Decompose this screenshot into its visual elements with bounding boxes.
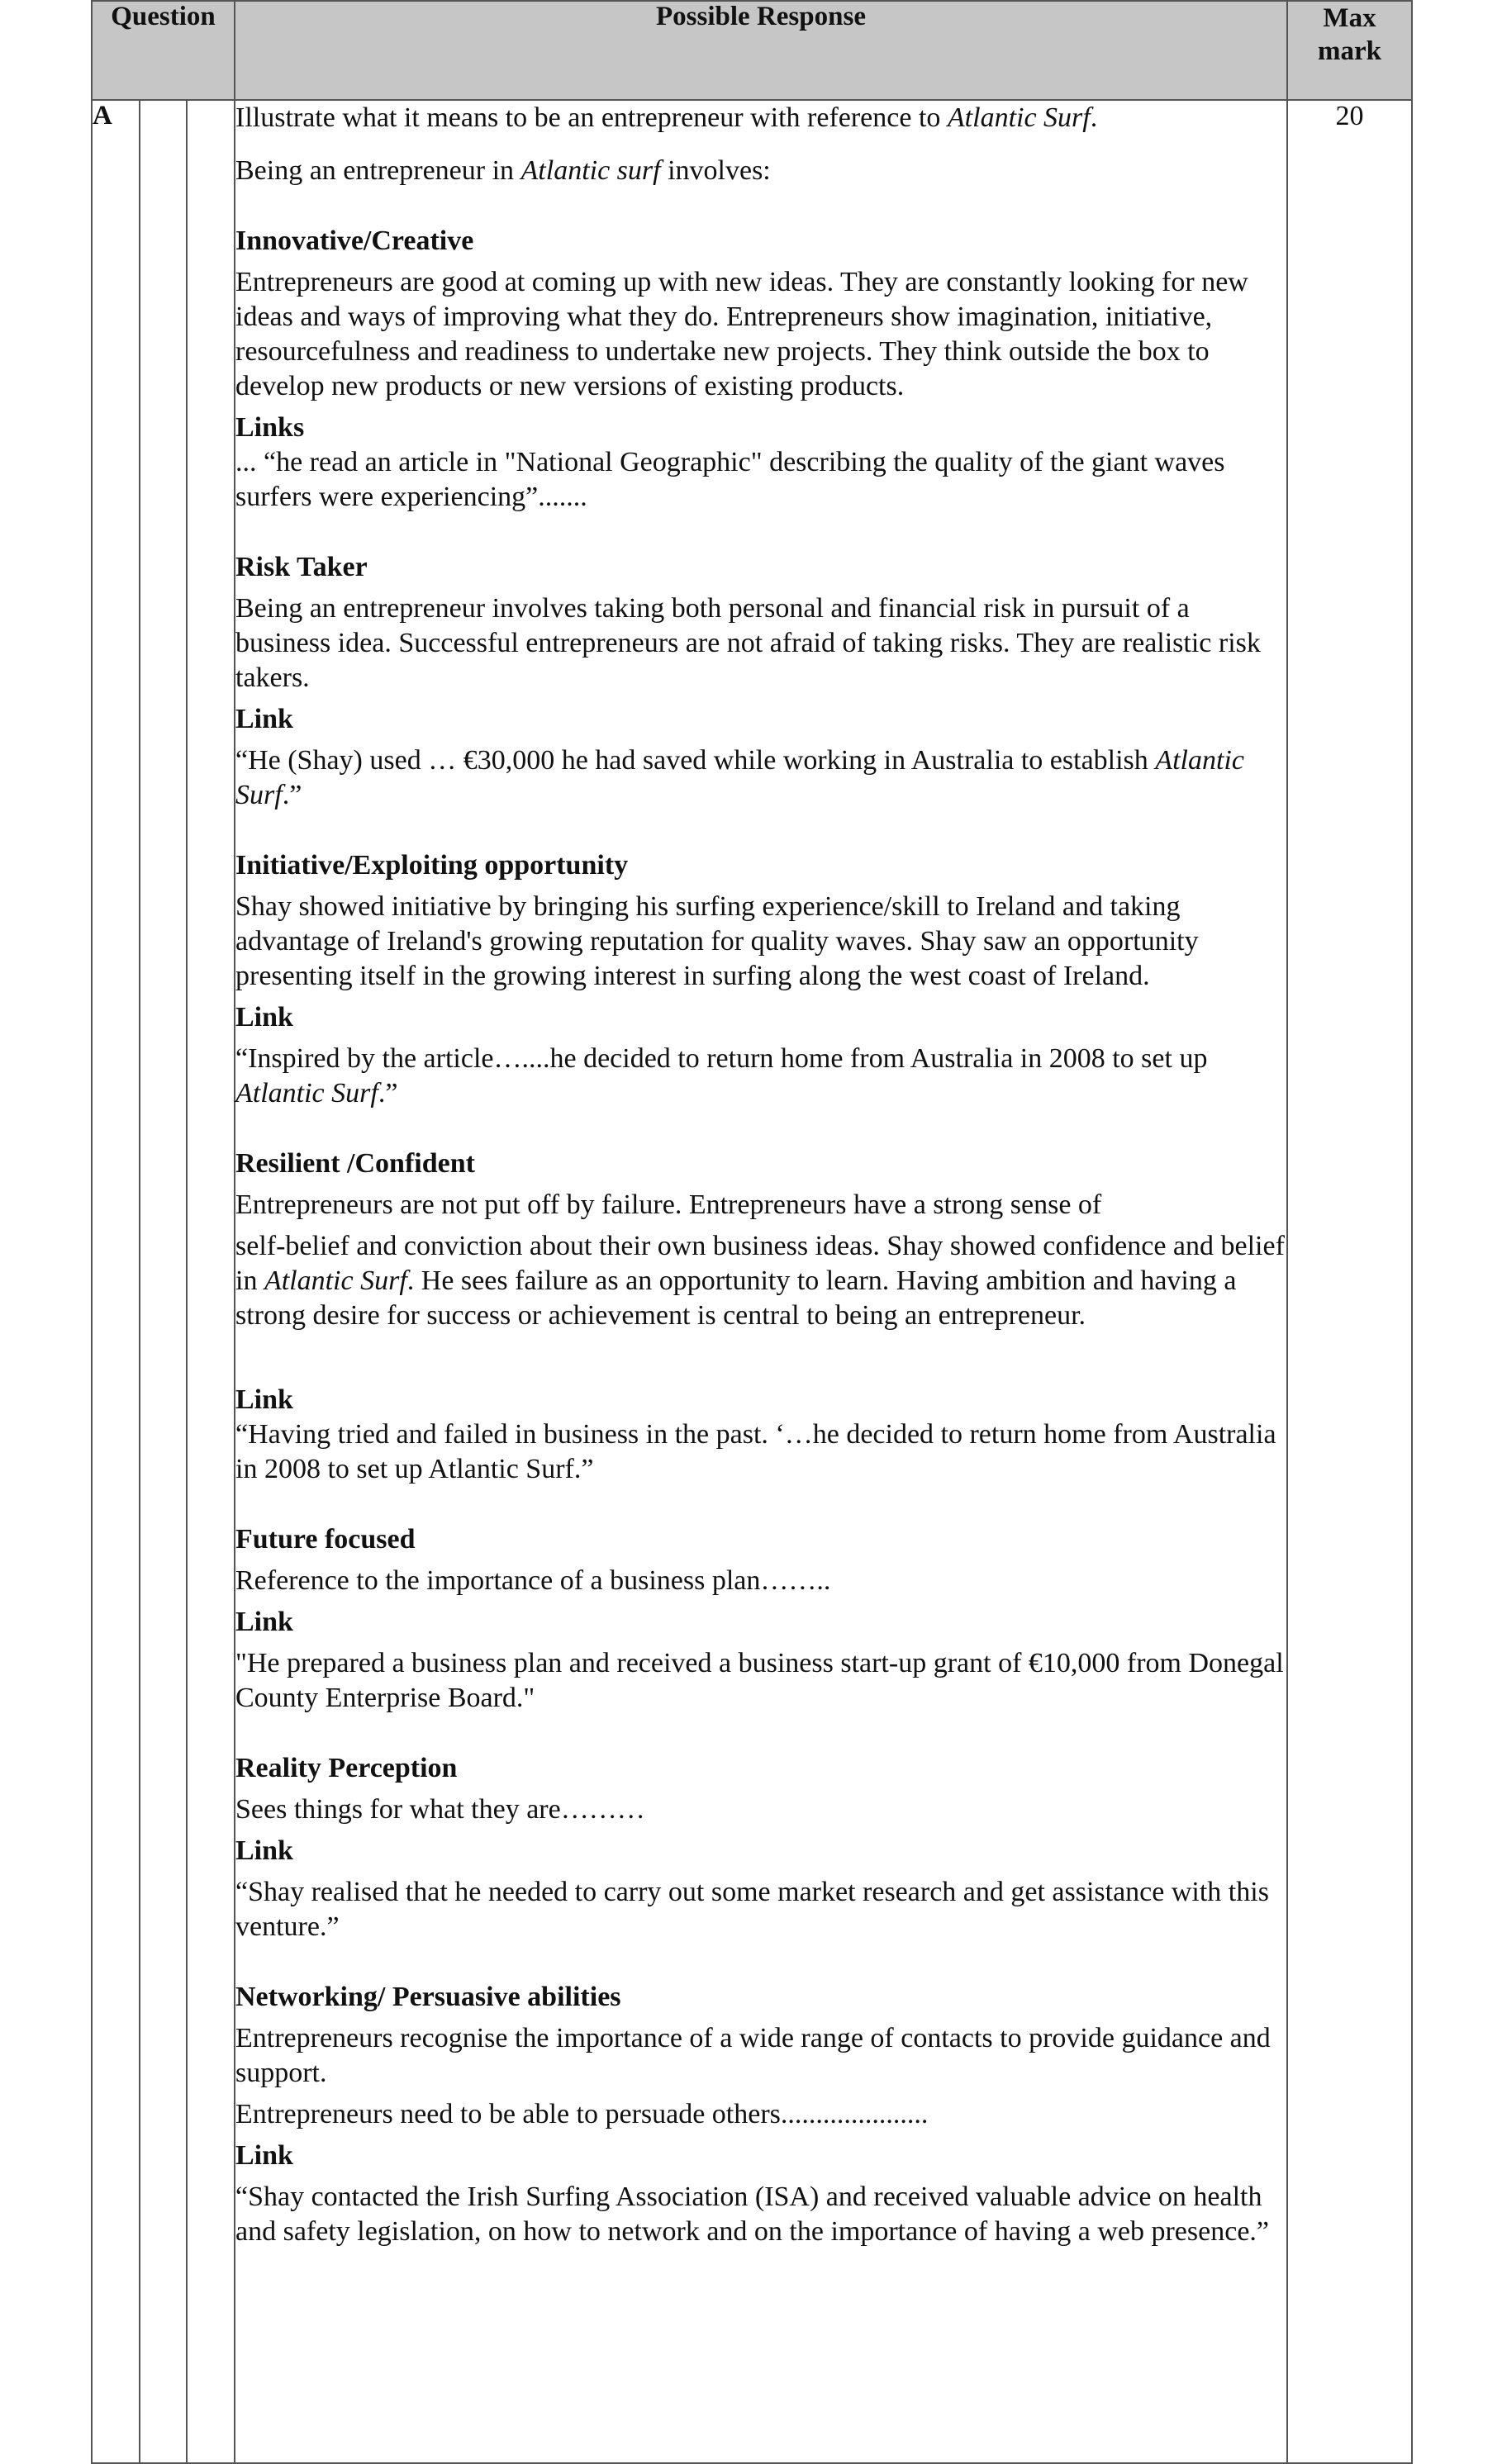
section-title-risk: Risk Taker — [235, 552, 368, 582]
section-body-networking-2: Entrepreneurs need to be able to persuade others..................... — [235, 2099, 929, 2129]
section-title-resilient: Resilient /Confident — [235, 1148, 475, 1179]
section-title-networking: Networking/ Persuasive abilities — [235, 1982, 621, 2012]
link-text-reality: “Shay realised that he needed to carry out some market research and get assistance with this venture.” — [235, 1877, 1269, 1942]
link-text-innovative: ... “he read an article in "National Geographic" describing the quality of the giant waves surfers were experiencing”....... — [235, 447, 1225, 512]
link-text-resilient: “Having tried and failed in business in the past. ‘…he decided to return home from Australia in 2008 to set up Atlantic Surf.” — [235, 1419, 1276, 1484]
header-possible-response: Possible Response — [235, 1, 1287, 100]
link-label-innovative: Links — [235, 412, 305, 443]
section-title-reality: Reality Perception — [235, 1753, 458, 1783]
link-label-reality: Link — [235, 1835, 293, 1866]
link-label-future: Link — [235, 1607, 293, 1637]
section-body-risk: Being an entrepreneur involves taking both personal and financial risk in pursuit of a business idea. Successful entrepreneurs are not afraid of taking risks. They are realistic risk takers. — [235, 593, 1261, 693]
marking-scheme-table — [91, 0, 1413, 2464]
section-title-innovative: Innovative/Creative — [235, 226, 474, 256]
section-body-innovative: Entrepreneurs are good at coming up with new ideas. They are constantly looking for new ideas and ways of improving what they do. Entrepreneurs show imagination, initiative, resourcefulness and readiness to undertake new projects. They think outside the box to develop new products or new versions of existing products. — [235, 267, 1248, 401]
section-body-resilient-line1: Entrepreneurs are not put off by failure. Entrepreneurs have a strong sense of — [235, 1189, 1102, 1220]
section-body-networking-1: Entrepreneurs recognise the importance of a wide range of contacts to provide guidance and support. — [235, 2023, 1271, 2088]
section-body-future: Reference to the importance of a business plan…….. — [235, 1565, 831, 1596]
link-text-risk: “He (Shay) used … €30,000 he had saved while working in Australia to establish Atlantic Surf.” — [235, 745, 1244, 810]
possible-response-cell — [235, 100, 1287, 2463]
question-row-a — [92, 100, 1412, 2463]
question-text: Illustrate what it means to be an entrepreneur with reference to Atlantic Surf. — [235, 102, 1098, 133]
question-sub-col-2 — [187, 100, 235, 2463]
header-question: Question — [92, 1, 235, 100]
section-body-resilient: self-belief and conviction about their own business ideas. Shay showed confidence and belief in Atlantic Surf. He sees failure as an opportunity to learn. Having ambition and having a strong desire for success or achievement is central to being an entrepreneur. — [235, 1231, 1285, 1331]
intro-text: Being an entrepreneur in Atlantic surf involves: — [235, 155, 771, 186]
link-label-initiative: Link — [235, 1002, 293, 1033]
section-title-initiative: Initiative/Exploiting opportunity — [235, 850, 629, 881]
link-label-resilient: Link — [235, 1384, 293, 1415]
max-mark-value: 20 — [1287, 100, 1412, 2463]
link-label-networking: Link — [235, 2140, 293, 2171]
link-text-networking: “Shay contacted the Irish Surfing Association (ISA) and received valuable advice on health and safety legislation, on how to network and on the importance of having a web presence.” — [235, 2182, 1269, 2247]
question-letter: A — [92, 100, 140, 2463]
header-row — [92, 1, 1412, 100]
link-text-future: "He prepared a business plan and received a business start-up grant of €10,000 from Donegal County Enterprise Board." — [235, 1648, 1284, 1713]
question-sub-col-1 — [140, 100, 187, 2463]
link-label-risk: Link — [235, 704, 293, 734]
section-body-reality: Sees things for what they are……… — [235, 1794, 645, 1825]
header-max-mark: Max mark — [1287, 1, 1412, 100]
section-body-initiative: Shay showed initiative by bringing his surfing experience/skill to Ireland and taking advantage of Ireland's growing reputation for quality waves. Shay saw an opportunity presenting itself in the growing interest in surfing along the west coast of Ireland. — [235, 891, 1199, 991]
link-text-initiative: “Inspired by the article…....he decided to return home from Australia in 2008 to set up Atlantic Surf.” — [235, 1043, 1208, 1109]
section-title-future: Future focused — [235, 1524, 416, 1555]
